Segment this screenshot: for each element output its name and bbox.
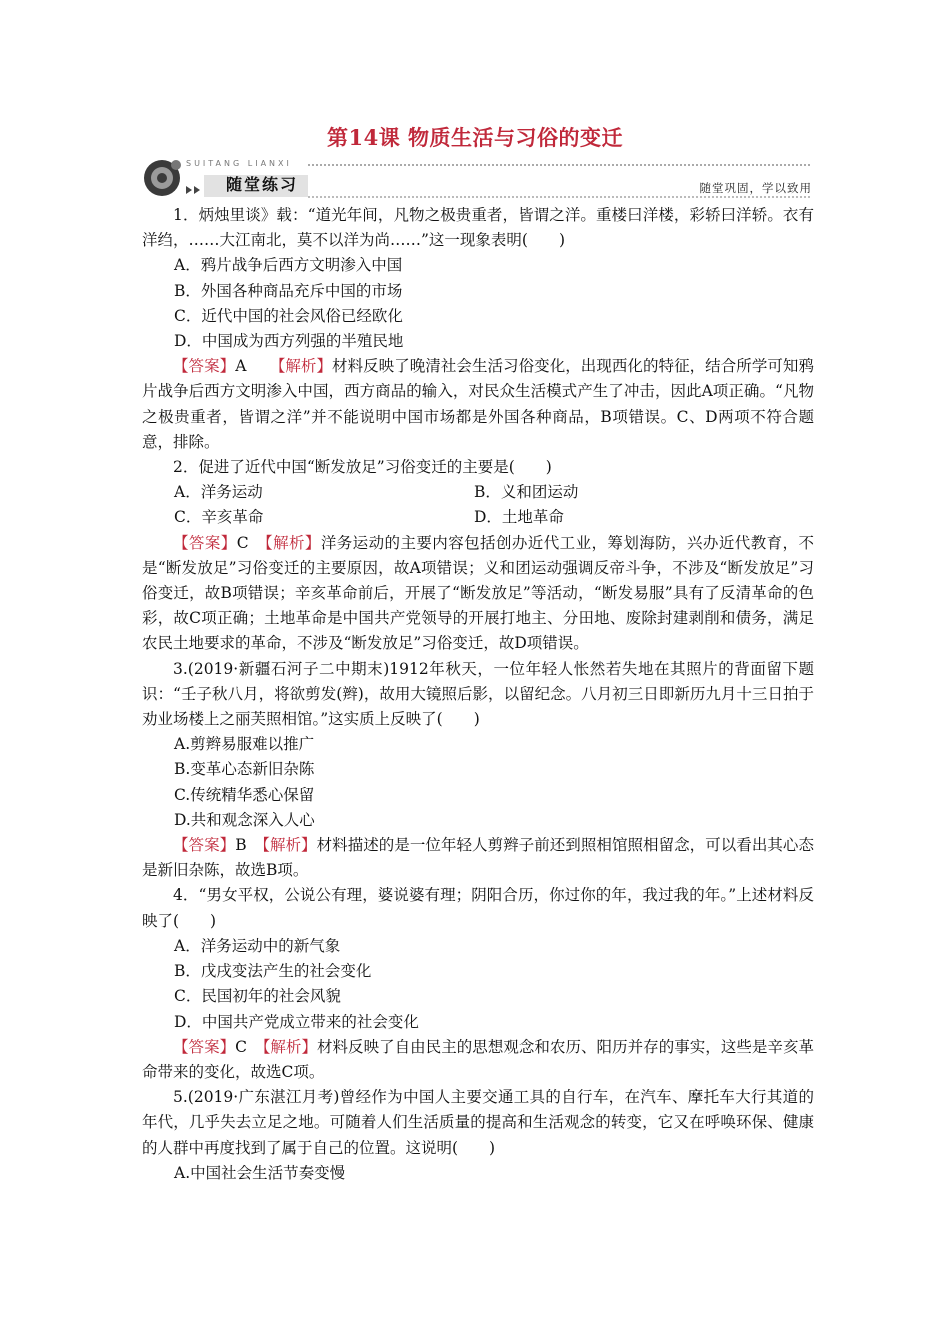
answer-block xyxy=(142,833,814,883)
option: D．中国共产党成立带来的社会变化 xyxy=(174,1012,419,1031)
section-banner xyxy=(140,156,816,200)
banner-motto: 随堂巩固，学以致用 xyxy=(699,181,812,195)
answer-block xyxy=(142,1035,814,1085)
option: B．戊戌变法产生的社会变化 xyxy=(174,962,372,981)
option-row xyxy=(142,505,814,530)
answer-block xyxy=(142,531,814,657)
banner-label: 随堂练习 xyxy=(225,175,298,194)
question-stem: 5.(2019·广东湛江月考)曾经作为中国人主要交通工具的自行车，在汽车、摩托车大行其道的年代，几乎失去立足之地。可随着人们生活质量的提高和生活观念的转变，它又在呼唤环保、健康的人群中再度找到了属于自己的位置。这说明( ) xyxy=(142,1088,814,1157)
answer-tag: 【答案】 xyxy=(173,357,236,376)
option: A.剪辫易服难以推广 xyxy=(174,735,315,754)
answer-tag: 【答案】 xyxy=(173,533,237,552)
option-row xyxy=(142,480,814,505)
option: D．土地革命 xyxy=(474,508,564,527)
option: C.传统精华悉心保留 xyxy=(174,785,315,804)
analysis-text: 材料描述的是一位年轻人剪辫子前还到照相馆照相留念，可以看出其心态是新旧杂陈，故选B项。 xyxy=(142,836,814,880)
banner-pinyin: SUITANG LIANXI xyxy=(186,159,292,168)
option: C．近代中国的社会风俗已经欧化 xyxy=(174,306,403,325)
option: A．洋务运动 xyxy=(174,483,263,502)
answer-block xyxy=(142,354,814,455)
page-title: 第14课 物质生活与习俗的变迁 xyxy=(326,125,624,150)
option: D.共和观念深入人心 xyxy=(174,810,315,829)
analysis-tag: 【解析】 xyxy=(264,533,321,552)
option: A.中国社会生活节奏变慢 xyxy=(174,1163,346,1182)
option: B．义和团运动 xyxy=(474,483,579,502)
question-stem: 2．促进了近代中国“断发放足”习俗变迁的主要是( ) xyxy=(173,458,552,477)
analysis-text: 材料反映了自由民主的思想观念和农历、阳历并存的事实，这些是辛亥革命带来的变化，故选C项。 xyxy=(142,1037,814,1081)
analysis-tag: 【解析】 xyxy=(277,357,333,376)
option: A．洋务运动中的新气象 xyxy=(174,936,341,955)
answer-value: C xyxy=(235,1037,248,1056)
answer-tag: 【答案】 xyxy=(173,836,236,855)
option: D．中国成为西方列强的半殖民地 xyxy=(174,332,404,351)
option: A．鸦片战争后西方文明渗入中国 xyxy=(174,256,403,275)
answer-value: B xyxy=(235,836,247,855)
analysis-text: 洋务运动的主要内容包括创办近代工业，筹划海防，兴办近代教育，不是“断发放足”习俗变迁的主要原因，故A项错误；义和团运动强调反帝斗争，不涉及“断发放足”习俗变迁，故B项错误；辛亥革命前后，开展了“断发放足”等活动，“断发易服”具有了反清革命的色彩，故C项正确；土地革命是中国共产党领导的开展打地主、分田地、废除封建剥削和债务，满足农民土地要求的革命，不涉及“断发放足”习俗变迁，故D项错误。 xyxy=(142,533,814,653)
analysis-tag: 【解析】 xyxy=(262,1037,317,1056)
option: C．辛亥革命 xyxy=(174,508,264,527)
answer-value: C xyxy=(236,533,249,552)
option: B．外国各种商品充斥中国的市场 xyxy=(174,281,403,300)
analysis-tag: 【解析】 xyxy=(262,836,317,855)
analysis-text: 材料反映了晚清社会生活习俗变化，出现西化的特征，结合所学可知鸦片战争后西方文明渗入中国，西方商品的输入，对民众生活模式产生了冲击，因此A项正确。“凡物之极贵重者，皆谓之洋”并不能说明中国市场都是外国各种商品，B项错误。C、D两项不符合题意，排除。 xyxy=(142,357,814,451)
question-stem: 1．炳烛里谈》载：“道光年间，凡物之极贵重者，皆谓之洋。重楼曰洋楼，彩轿曰洋轿。衣有洋绉，……大江南北，莫不以洋为尚……”这一现象表明( ) xyxy=(142,206,814,250)
answer-value: A xyxy=(235,357,247,376)
question-stem: 3.(2019·新疆石河子二中期末)1912年秋天，一位年轻人怅然若失地在其照片的背面留下题识：“壬子秋八月，将欲剪发(辫)，故用大镜照后影，以留纪念。八月初三日即新历九月十三日拍于劝业场楼上之丽芙照相馆。”这实质上反映了( ) xyxy=(142,659,814,729)
exercise-content xyxy=(142,203,814,1186)
answer-tag: 【答案】 xyxy=(173,1037,236,1056)
option: B.变革心态新旧杂陈 xyxy=(174,760,315,779)
option: C．民国初年的社会风貌 xyxy=(174,987,341,1006)
question-stem: 4．“男女平权，公说公有理，婆说婆有理；阴阳合历，你过你的年，我过我的年。”上述材料反映了( ) xyxy=(142,886,814,930)
